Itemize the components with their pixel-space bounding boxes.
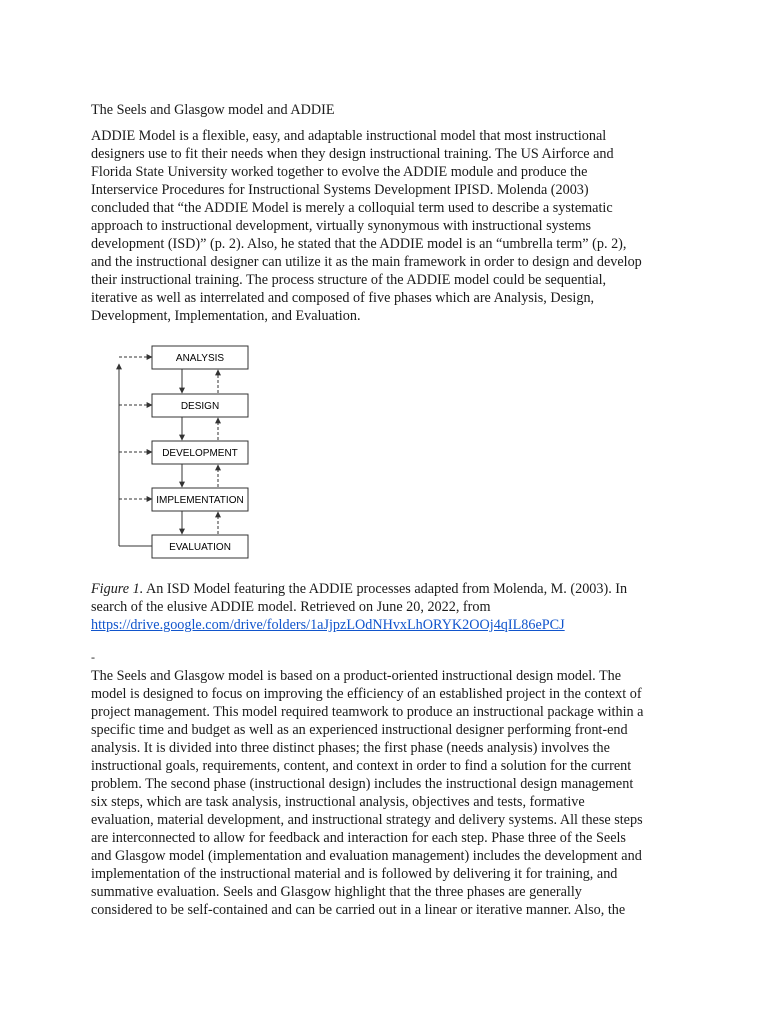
box-label: ANALYSIS [175, 353, 225, 364]
caption-text: An ISD Model featuring the ADDIE processes adapted from Molenda, M. (2003). In [143, 581, 628, 597]
addie-diagram [112, 338, 262, 564]
box-design [152, 394, 248, 417]
text-line: their instructional training. The process structure of the ADDIE model could be sequential, [91, 272, 607, 288]
paragraph-addie [91, 127, 642, 325]
source-link[interactable]: https://drive.google.com/drive/folders/1aJjpzLOdNHvxLhORYK2OOj4qIL86ePCJ [91, 617, 565, 633]
box-label: DESIGN [180, 401, 220, 412]
caption-line [91, 616, 627, 634]
text-line: ADDIE Model is a flexible, easy, and adaptable instructional model that most instructional [91, 128, 607, 144]
separator-dash: - [91, 650, 95, 664]
text-line: project management. This model required teamwork to produce an instructional package within a [91, 704, 644, 720]
text-line: evaluation, material development, and instructional strategy and delivery systems. All these steps [91, 812, 643, 828]
caption-line: search of the elusive ADDIE model. Retrieved on June 20, 2022, from [91, 599, 491, 615]
text-line: designers use to fit their needs when they design instructional training. The US Airforce and [91, 146, 614, 162]
paragraph-seels-glasgow [91, 667, 643, 919]
text-line: Interservice Procedures for Instructional Systems Development IPISD. Molenda (2003) [91, 182, 589, 198]
text-line: and Glasgow model (implementation and evaluation management) includes the development and [91, 848, 642, 864]
text-line: model is designed to focus on improving the efficiency of an established project in the context of [91, 686, 642, 702]
text-line: implementation of the instructional material and is followed by delivering it for training, and [91, 866, 618, 882]
text-line: instructional goals, requirements, content, and context in order to find a solution for the current [91, 758, 632, 774]
text-line: analysis. It is divided into three distinct phases; the first phase (needs analysis) involves the [91, 740, 610, 756]
text-line: iterative as well as interrelated and composed of five phases which are Analysis, Design, [91, 290, 595, 306]
text-line: Development, Implementation, and Evaluation. [91, 308, 361, 324]
box-analysis [152, 346, 248, 369]
text-line: specific time and budget as well as an experienced instructional designer performing front-end [91, 722, 628, 738]
text-line: concluded that “the ADDIE Model is merely a colloquial term used to describe a systematic [91, 200, 613, 216]
box-implementation [152, 488, 248, 511]
figure-label: Figure 1. [91, 581, 144, 597]
caption-line [91, 580, 627, 598]
text-line: are interconnected to allow for feedback and interaction for each step. Phase three of the Seels [91, 830, 626, 846]
text-line: The Seels and Glasgow model is based on a product-oriented instructional design model. The [91, 668, 622, 684]
figure-caption [91, 580, 627, 634]
box-label: EVALUATION [169, 542, 231, 553]
document-title: The Seels and Glasgow model and ADDIE [91, 102, 335, 118]
text-line: summative evaluation. Seels and Glasgow highlight that the three phases are generally [91, 884, 582, 900]
text-line: Florida State University worked together to evolve the ADDIE module and produce the [91, 164, 588, 180]
text-line: considered to be self-contained and can be carried out in a linear or iterative manner. Also, the [91, 902, 626, 918]
text-line: approach to instructional development, virtually synonymous with instructional systems [91, 218, 592, 234]
box-label: DEVELOPMENT [162, 448, 238, 459]
text-line: development (ISD)” (p. 2). Also, he stated that the ADDIE model is an “umbrella term” (p. 2), [91, 236, 627, 252]
text-line: problem. The second phase (instructional design) includes the instructional design management [91, 776, 634, 792]
box-development [152, 441, 248, 464]
box-label: IMPLEMENTATION [156, 495, 244, 506]
text-line: six steps, which are task analysis, instructional analysis, objectives and tests, formative [91, 794, 585, 810]
box-evaluation [152, 535, 248, 558]
text-line: and the instructional designer can utilize it as the main framework in order to design and develop [91, 254, 642, 270]
